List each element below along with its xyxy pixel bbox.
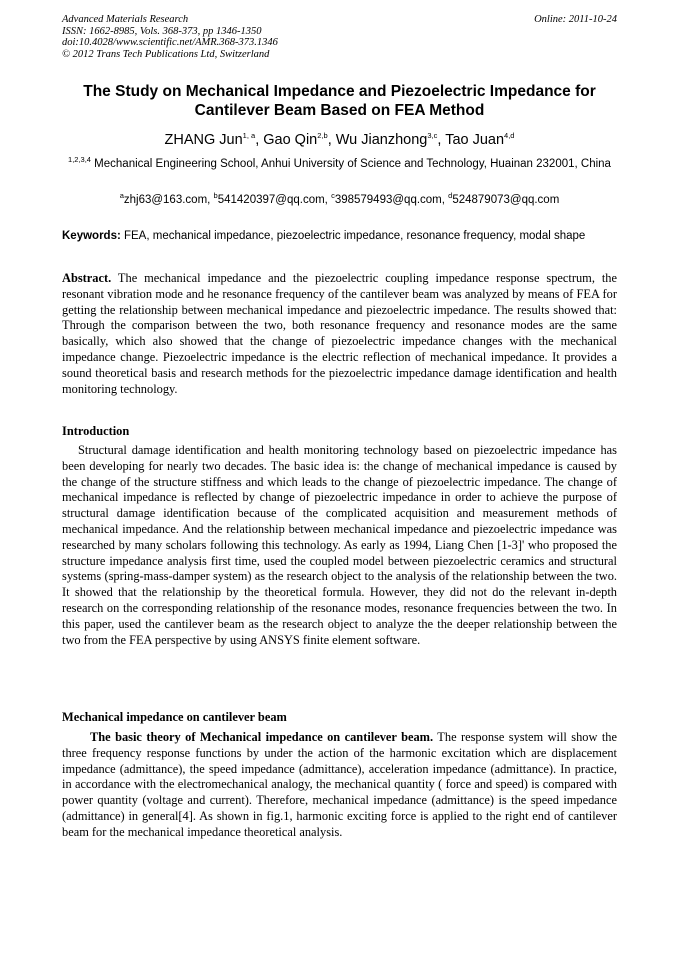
journal-name: Advanced Materials Research (62, 14, 189, 25)
online-date: Online: 2011-10-24 (534, 14, 617, 25)
affiliation-text: Mechanical Engineering School, Anhui University of Science and Technology, Huainan 232001, China (90, 158, 611, 170)
copyright-line: © 2012 Trans Tech Publications Ltd, Switzerland (62, 48, 270, 60)
keywords-text: FEA, mechanical impedance, piezoelectric impedance, resonance frequency, modal shape (120, 230, 586, 242)
email-separator: , (441, 194, 449, 206)
doi-line: doi:10.4028/www.scientific.net/AMR.368-373.1346 (62, 37, 278, 48)
section-heading-mechanical-impedance: Mechanical impedance on cantilever beam (62, 710, 287, 724)
abstract (62, 271, 617, 397)
author-affil-mark: 4,d (504, 131, 515, 141)
affiliation (62, 157, 617, 172)
paragraph-text: The response system will show the three frequency response functions by under the action of the harmonic excitation which are displacement impedance (admittance), the speed impedance (admittance), acceleration impedance (admittance). In practice, in accordance with the electromechanical analogy, the mechanical quantity ( force and speed) is compared with power quantity (voltage and current). Therefore, mechanical impedance (admittance) is the speed impedance (admittance) in general[4]. As shown in fig.1, harmonic exciting force is applied to the right end of cantilever beam for the mechanical impedance theoretical analysis. (62, 730, 617, 839)
abstract-text: The mechanical impedance and the piezoelectric coupling impedance response spectrum, the resonant vibration mode and he resonance frequency of the cantilever beam was analyzed by means of FEA for getting the relationship between mechanical impedance and piezoelectric impedance. The results showed that: Through the comparison between the two, both resonance frequency and resonance modes are the same basically, which also showed that the change of piezoelectric impedance changes with the mechanical impedance change. Piezoelectric impedance is the electric reflection of mechanical impedance. It provides a sound theoretical basis and research methods for the piezoelectric impedance damage identification and health monitoring technology. (62, 271, 617, 396)
affiliation-mark: 1,2,3,4 (68, 155, 91, 165)
email-address: 398579493@qq.com (334, 194, 442, 206)
email-separator: , (324, 194, 332, 206)
author-name: Gao Qin (263, 132, 318, 148)
email-address: 524879073@qq.com (452, 194, 560, 206)
keywords (62, 229, 617, 244)
paper-title: The Study on Mechanical Impedance and Piezoelectric Impedance for Cantilever Beam Based on FEA Method (83, 83, 596, 119)
journal-header (62, 14, 617, 60)
keywords-label: Keywords: (62, 230, 121, 242)
paragraph-lead: The basic theory of Mechanical impedance on cantilever beam. (90, 730, 434, 744)
author-affil-mark: 1, a (242, 131, 256, 141)
email-separator: , (207, 194, 214, 206)
issn-line: ISSN: 1662-8985, Vols. 368-373, pp 1346-1350 (62, 25, 262, 37)
abstract-label: Abstract. (62, 271, 112, 285)
email-mark: b (213, 191, 218, 201)
email-address: 541420397@qq.com (217, 194, 325, 206)
author-name: Tao Juan (445, 132, 505, 148)
author-affil-mark: 2,b (317, 131, 328, 141)
author-separator: , (437, 132, 446, 148)
mechanical-impedance-paragraph (62, 730, 617, 841)
author-name: Wu Jianzhong (335, 132, 428, 148)
author-list (62, 131, 617, 149)
author-affil-mark: 3,c (427, 131, 438, 141)
introduction-paragraph: Structural damage identification and health monitoring technology based on piezoelectric impedance has been developing for nearly two decades. The basic idea is: the change of mechanical impedance is caused by the change of the structure stiffness and which leads to the change of piezoelectric impedance. The change of mechanical impedance is reflected by change of piezoelectric impedance in order to achieve the purpose of structural damage identification because of the complicated acquisition and measurement methods of mechanical impedance. And the relationship between mechanical impedance and piezoelectric impedance was researched by many scholars following this technology. As early as 1994, Liang Chen [1-3]' who proposed the structure impedance analysis first time, used the coupled model between piezoelectric ceramics and structural systems (spring-mass-damper system) as the research object to the analysis of the relationship between the two. It showed that the relationship by the theoretical formula. However, they did not do the relevant in-depth research on the corresponding relationship of the resonance modes, resonance frequencies between the two. In this paper, used the cantilever beam as the research object to analyze the the deeper relationship between the two from the FEA perspective by using ANSYS finite element software. (62, 443, 617, 647)
email-mark: d (448, 191, 453, 201)
author-separator: , (327, 132, 336, 148)
email-mark: c (331, 191, 335, 201)
author-name: ZHANG Jun (164, 132, 243, 148)
author-separator: , (255, 132, 264, 148)
section-heading-introduction: Introduction (62, 424, 130, 438)
email-mark: a (119, 191, 124, 201)
email-list (62, 193, 617, 208)
email-address: zhj63@163.com (123, 194, 208, 206)
